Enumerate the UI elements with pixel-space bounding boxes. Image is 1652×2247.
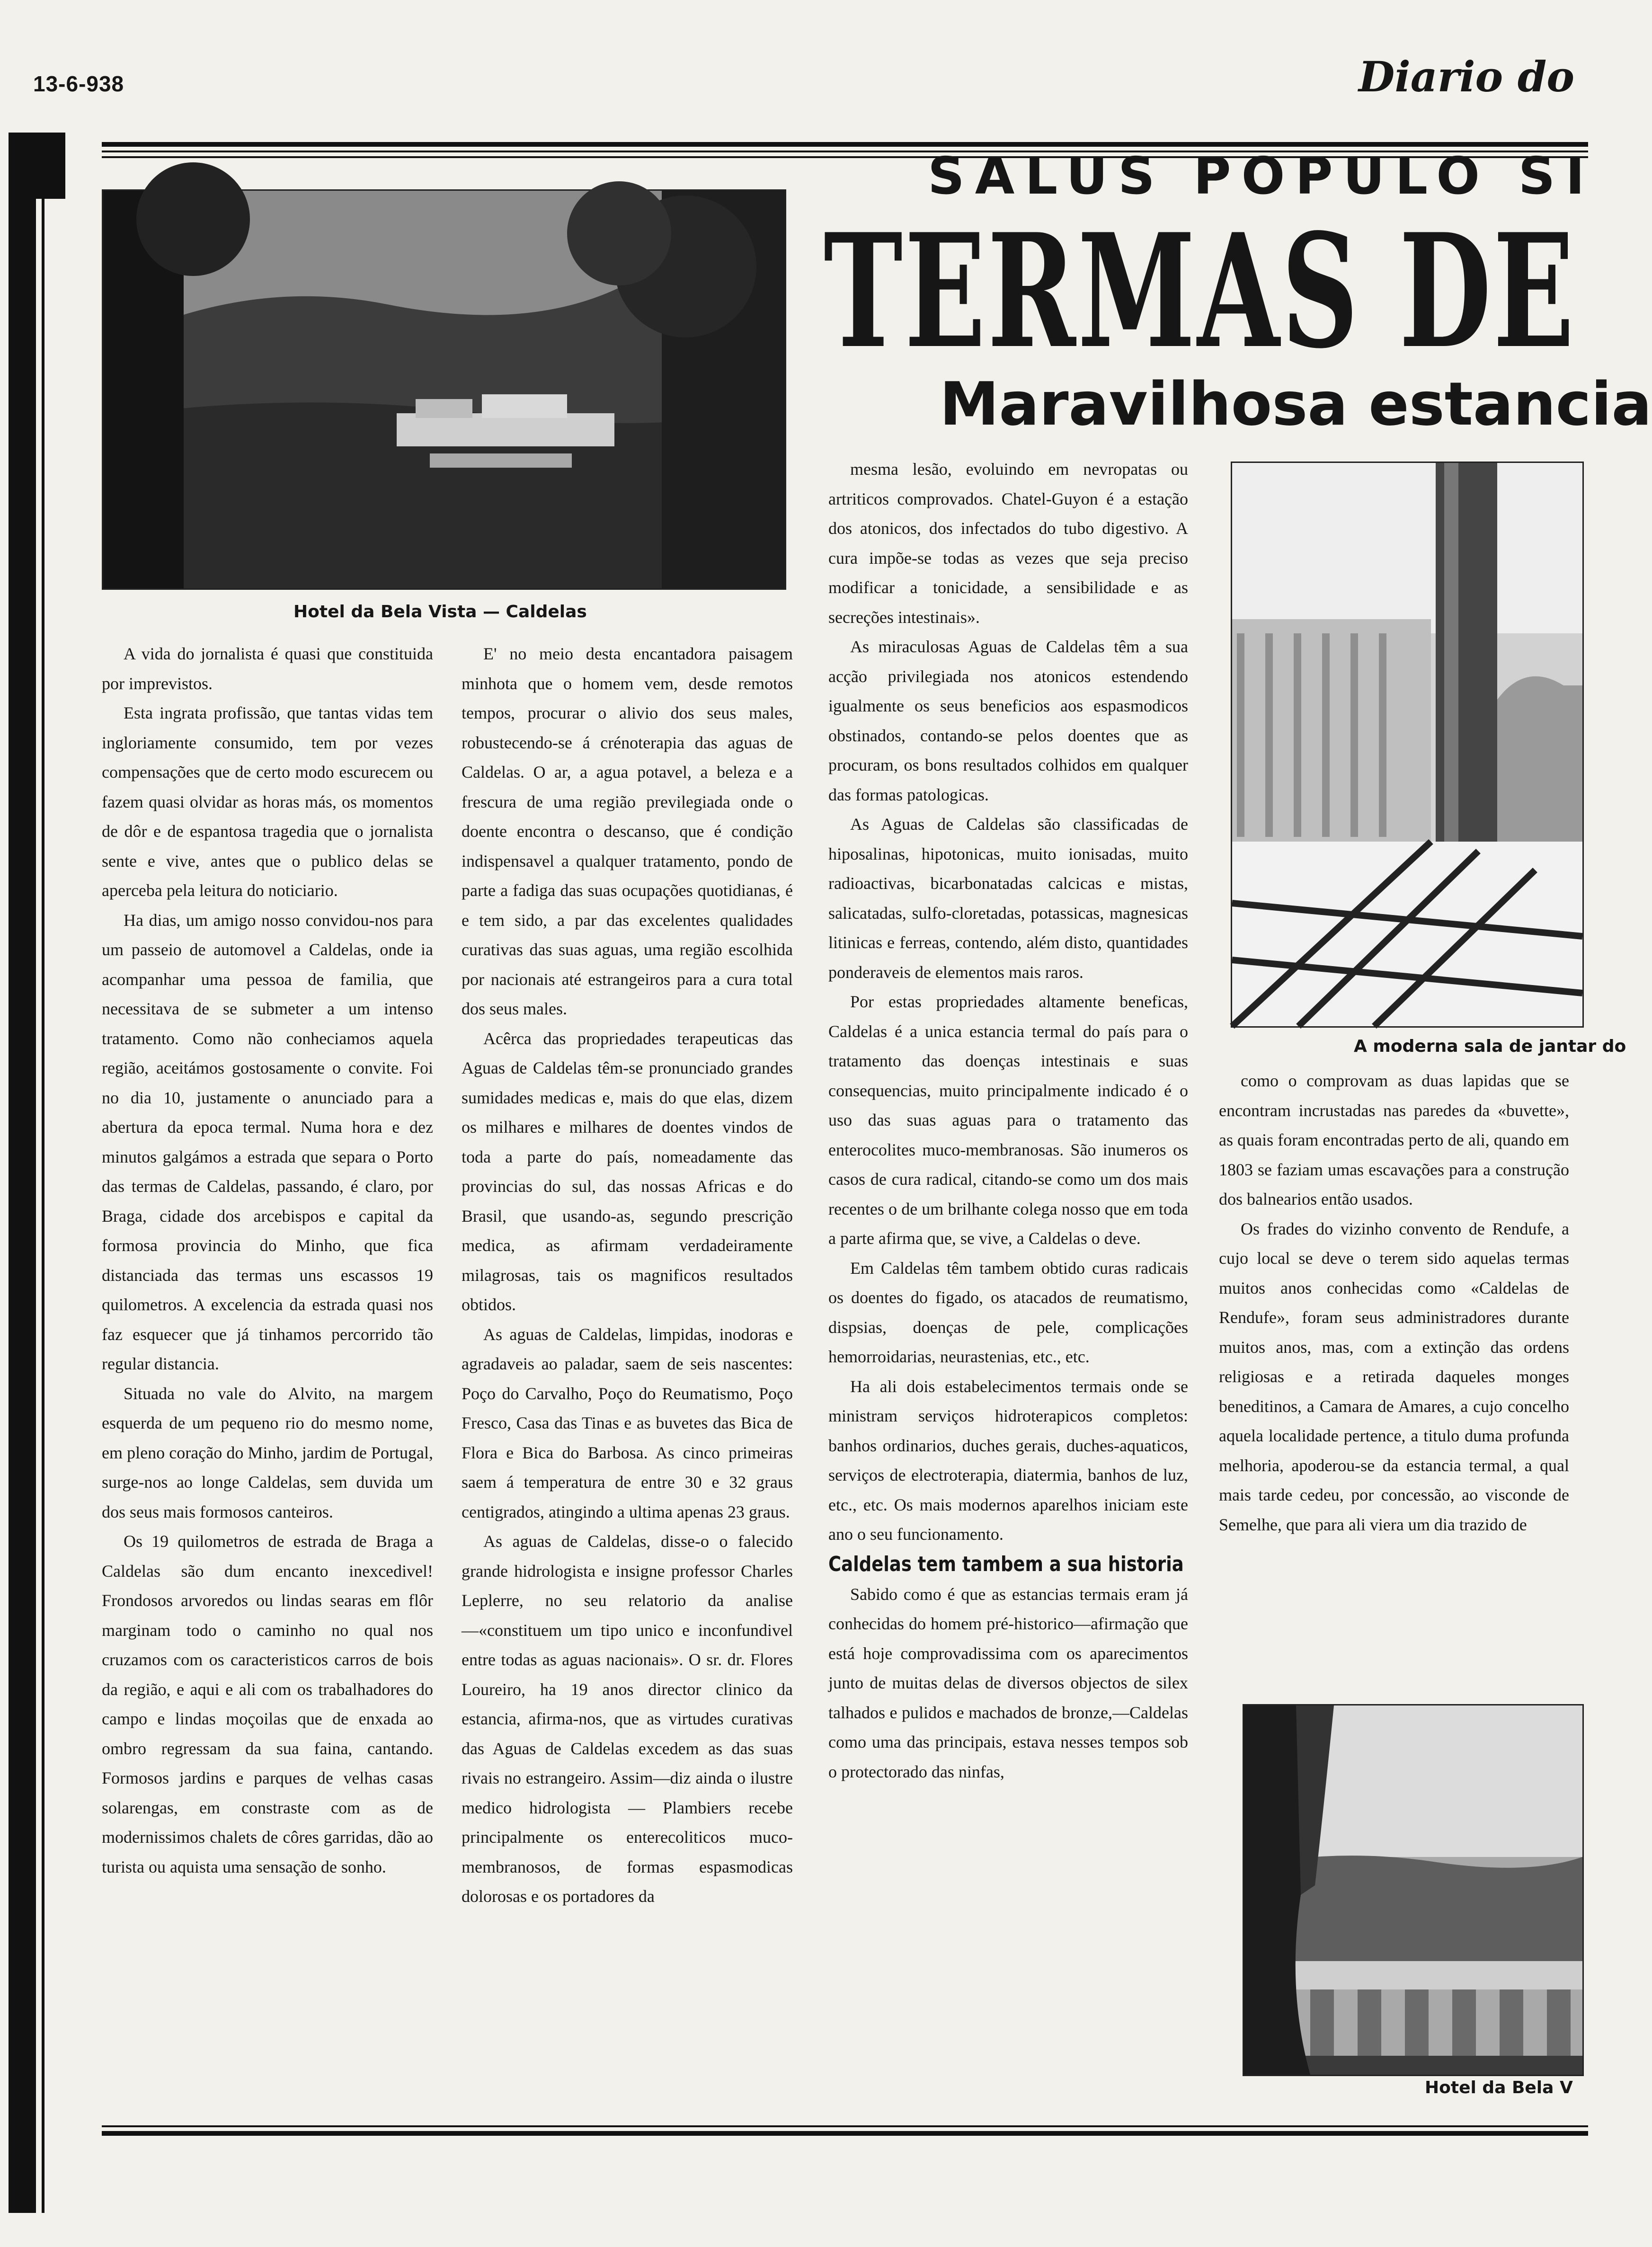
paragraph: As miraculosas Aguas de Caldelas têm a sua acção privilegiada nos atonicos estendendo igualmente os seus beneficios aos espasmodicos obstinados, contando-se pelos doentes que as procuram, os bons resultados colhidos em qualquer das formas patologicas. [828, 637, 1188, 804]
caption-hotel-bottom: Hotel da Bela V [1425, 2078, 1573, 2097]
left-border-line [42, 133, 44, 2213]
landscape-image [103, 191, 785, 588]
paragraph: As Aguas de Caldelas são classificadas de hiposalinas, hipotonicas, muito ionisadas, muito radioactivas, bicarbonatadas calcicas e mistas, salicatadas, sulfo-cloretadas, potassicas, magnesicas litinicas e ferreas, contendo, além disto, quantidades ponderaveis de elementos mais raros. [828, 815, 1188, 982]
terrace-image [1244, 1705, 1582, 2075]
paragraph: Ha dias, um amigo nosso convidou-nos para um passeio de automovel a Caldelas, onde ia acompanhar uma pessoa de familia, que necessitava de se submeter a um intenso tratamento. Como não conheciamos aquela região, aceitámos gostosamente o convite. Foi no dia 10, justamente o anunciado para a abertura da epoca termal. Numa hora e dez minutos galgámos a estrada que separa o Porto das termas de Caldelas, passando, é claro, por Braga, cidade dos arcebispos e capital da formosa provincia do Minho, que fica distanciada das termas uns escassos 19 quilometros. A excelencia da estrada quasi nos faz esquecer que já tinhamos percorrido tão regular distancia. [102, 910, 433, 1373]
paragraph: Por estas propriedades altamente beneficas, Caldelas é a unica estancia termal do país para o tratamento das doenças intestinais e suas consequencias, muito principalmente indicado é o uso das suas aguas para o tratamento das enterocolites muco-membranosas. São inumeros os casos de cura radical, citando-se como um dos mais recentes o de um brilhante colega nosso que em toda a parte afirma que, se vive, a Caldelas o deve. [828, 992, 1188, 1248]
article-column-1 [102, 639, 433, 2121]
newspaper-masthead: Diario do [1359, 52, 1575, 101]
left-border-bar [9, 133, 36, 2213]
headline-kicker: SALUS POPULO SI [928, 147, 1595, 206]
issue-date: 13-6-938 [33, 71, 124, 96]
paragraph: Situada no vale do Alvito, na margem esquerda de um pequeno rio do mesmo nome, em pleno coração do Minho, jardim de Portugal, surge-nos ao longe Caldelas, sem duvida um dos seus mais formosos canteiros. [102, 1384, 433, 1521]
photo-hotel-landscape [102, 189, 786, 590]
photo-dining-room [1231, 462, 1584, 1028]
paragraph: Os frades do vizinho convento de Rendufe, a cujo local se deve o terem sido aquelas termas muitos anos conhecidas como «Caldelas de Rendufe», foram seus administradores durante muitos anos, mas, com a extinção das ordens religiosas e a retirada daqueles monges beneditinos, a Camara de Amares, a cujo concelho aquela localidade pertence, a titulo duma profunda melhoria, apoderou-se da estancia termal, a qual mais tarde cedeu, por concessão, ao visconde de Semelhe, que para ali viera um dia trazido de [1219, 1219, 1569, 1534]
caption-hotel-top: Hotel da Bela Vista — Caldelas [293, 602, 587, 622]
dining-room-image [1232, 463, 1582, 1026]
top-rule-thick [102, 142, 1588, 147]
article-column-4 [1219, 1066, 1569, 1691]
section-subhead: Caldelas tem tambem a sua historia [828, 1552, 1184, 1576]
paragraph: As aguas de Caldelas, disse-o o falecido grande hidrologista e insigne professor Charles Leplerre, no seu relatorio da analise—«constituem um tipo unico e inconfundivel entre todas as aguas nacionais». O sr. dr. Flores Loureiro, ha 19 anos director clinico da estancia, afirma-nos, que as virtudes curativas das Aguas de Caldelas excedem as das suas rivais no estrangeiro. Assim—diz ainda o ilustre medico hidrologista — Plambiers recebe principalmente os enterecoliticos muco-membranosos, de formas espasmodicas dolorosas e os portadores da [462, 1532, 793, 1906]
paragraph: Esta ingrata profissão, que tantas vidas tem ingloriamente consumido, tem por vezes compensações que de certo modo escurecem ou fazem quasi olvidar as horas más, os momentos de dôr e de espantosa tragedia que o jornalista sente e vive, antes que o publico delas se aperceba pela leitura do noticiario. [102, 703, 433, 900]
headline-subtitle: Maravilhosa estancia [940, 369, 1652, 439]
photo-hotel-terrace [1243, 1704, 1584, 2076]
paragraph: Sabido como é que as estancias termais eram já conhecidas do homem pré-historico—afirmação que está hoje comprovadissima com os aparecimentos junto de muitas delas de diversos objectos de silex talhados e pulidos e machados de bronze,—Caldelas como uma das principais, estava nesses tempos sob o protectorado das ninfas, [828, 1584, 1188, 1781]
paragraph: E' no meio desta encantadora paisagem minhota que o homem vem, desde remotos tempos, procurar o alivio dos seus males, robustecendo-se á crénoterapia das aguas de Caldelas. O ar, a agua potavel, a beleza e a frescura de uma região previlegiada onde o doente encontra o descanso, que é condição indispensavel a qualquer tratamento, pondo de parte a fadiga das suas ocupações quotidianas, é e tem sido, a par das excelentes qualidades curativas das suas aguas, uma região escolhida por nacionais até estrangeiros para a cura total dos seus males. [462, 644, 793, 1018]
paragraph: mesma lesão, evoluindo em nevropatas ou artriticos comprovados. Chatel-Guyon é a estação dos atonicos, dos infectados do tubo digestivo. A cura impõe-se todas as vezes que seja preciso modificar a tonicidade, a sensibilidade e as secreções intestinais». [828, 460, 1188, 627]
article-column-2 [462, 639, 793, 2121]
headline-title: TERMAS DE [824, 199, 1576, 383]
paragraph: A vida do jornalista é quasi que constituida por imprevistos. [102, 644, 433, 693]
article-column-3 [828, 454, 1188, 2121]
bottom-rule-thick [102, 2131, 1588, 2136]
left-border-block [9, 133, 65, 199]
paragraph: Acêrca das propriedades terapeuticas das Aguas de Caldelas têm-se pronunciado grandes sumidades medicas e, mais do que elas, dizem os milhares e milhares de doentes vindos de toda a parte do país, nomeadamente das provincias do sul, das nossas Africas e do Brasil, que usando-as, segundo prescrição medica, as afirmam verdadeiramente milagrosas, tais os magnificos resultados obtidos. [462, 1029, 793, 1314]
paragraph: Os 19 quilometros de estrada de Braga a Caldelas são dum encanto inexcedivel! Frondosos arvoredos ou lindas searas em flôr marginam todo o caminho no qual nos cruzamos com os caracteristicos carros de bois da região, e aqui e ali com os trabalhadores do campo e lindas moçoilas que de enxada ao ombro regressam da sua faina, cantando. Formosos jardins e parques de velhas casas solarengas, em constraste com as de modernissimos chalets de côres garridas, dão ao turista ou aquista uma sensação de sonho. [102, 1532, 433, 1876]
paragraph: Em Caldelas têm tambem obtido curas radicais os doentes do figado, os atacados de reumatismo, dispsias, doenças de pele, complicações hemorroidarias, neurastenias, etc., etc. [828, 1258, 1188, 1366]
paragraph: Ha ali dois estabelecimentos termais onde se ministram serviços hidroterapicos completos: banhos ordinarios, duches gerais, duches-aquaticos, serviços de electroterapia, diatermia, banhos de luz, etc., etc. Os mais modernos aparelhos iniciam este ano o seu funcionamento. [828, 1377, 1188, 1544]
bottom-rule-thin [102, 2125, 1588, 2127]
caption-dining-room: A moderna sala de jantar do [1354, 1037, 1626, 1056]
paragraph: As aguas de Caldelas, limpidas, inodoras e agradaveis ao paladar, saem de seis nascentes: Poço do Carvalho, Poço do Reumatismo, Poço Fresco, Casa das Tinas e as buvetes das Bica de Flora e Bica do Barbosa. As cinco primeiras saem á temperatura de entre 30 e 32 graus centigrados, atingindo a ultima apenas 23 graus. [462, 1324, 793, 1521]
paragraph: como o comprovam as duas lapidas que se encontram incrustadas nas paredes da «buvette», as quais foram encontradas perto de ali, quando em 1803 se faziam umas escavações para a construção dos balnearios então usados. [1219, 1071, 1569, 1208]
